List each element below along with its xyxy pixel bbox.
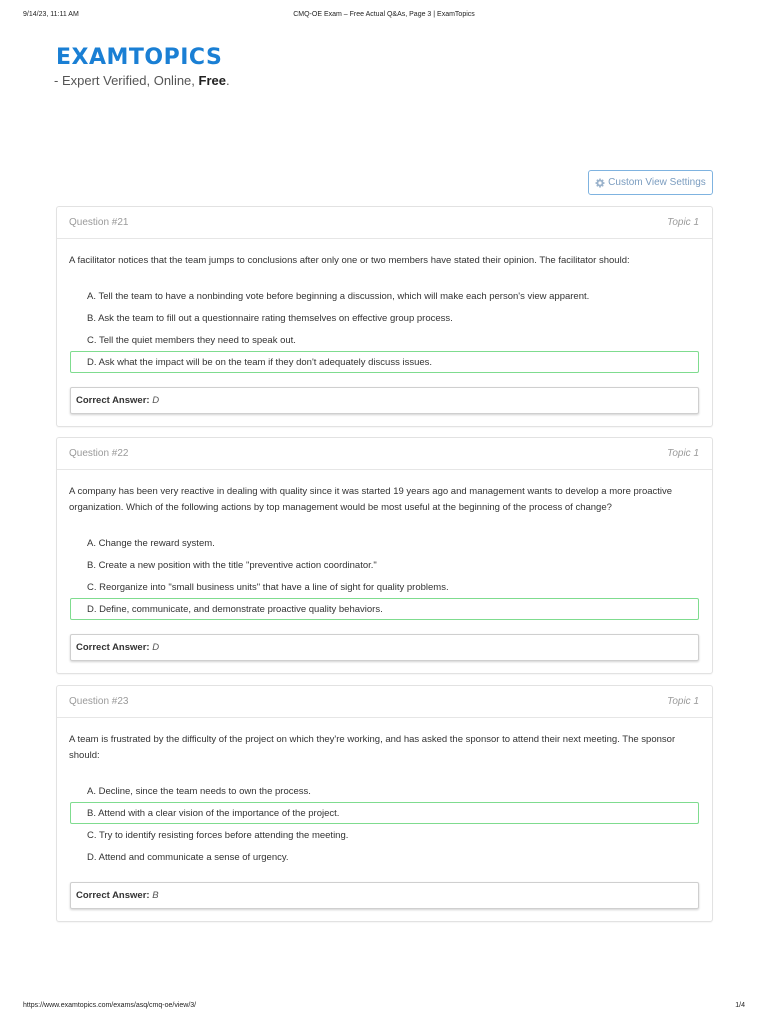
question-header: [57, 207, 712, 239]
tagline-suffix: .: [225, 73, 230, 88]
answer-choice-correct[interactable]: D. Ask what the impact will be on the team if they don't adequately discuss issues.: [70, 351, 699, 373]
answer-choice[interactable]: A. Tell the team to have a nonbinding vote before beginning a discussion, which will make each person's view apparent.: [87, 291, 590, 302]
correct-answer-label: Correct Answer:: [76, 395, 150, 406]
question-header: [57, 438, 712, 470]
print-date: 9/14/23, 11:11 AM: [23, 11, 79, 18]
print-page-number: 1/4: [735, 1002, 745, 1009]
question-number: Question #22: [69, 448, 129, 459]
answer-choice[interactable]: C. Tell the quiet members they need to speak out.: [87, 335, 296, 346]
tagline-bold: Free: [198, 73, 226, 88]
question-card: [56, 206, 713, 427]
question-text: A company has been very reactive in dealing with quality since it was started 19 years ago and management wants to develop a more proactive organization. Which of the following actions by top management would be most useful at the beginning of the process of change?: [69, 486, 673, 513]
correct-answer-box: [70, 882, 699, 909]
correct-answer-value: D: [152, 395, 160, 406]
question-topic: Topic 1: [667, 217, 699, 228]
question-number: Question #21: [69, 217, 129, 228]
custom-view-settings-label: Custom View Settings: [608, 177, 706, 188]
question-card: [56, 437, 713, 674]
question-topic: Topic 1: [667, 696, 699, 707]
answer-choice[interactable]: C. Try to identify resisting forces before attending the meeting.: [87, 830, 349, 841]
tagline-prefix: - Expert Verified, Online,: [54, 73, 199, 88]
question-number: Question #23: [69, 696, 129, 707]
gear-icon: [595, 178, 605, 188]
print-header: [23, 11, 745, 23]
correct-answer-label: Correct Answer:: [76, 890, 150, 901]
print-footer: [23, 1002, 745, 1014]
custom-view-settings-button[interactable]: [588, 170, 713, 195]
answer-choice[interactable]: A. Decline, since the team needs to own the process.: [87, 786, 311, 797]
answer-choice[interactable]: B. Ask the team to fill out a questionnaire rating themselves on effective group process.: [87, 313, 453, 324]
correct-answer-value: B: [152, 890, 159, 901]
question-text: A team is frustrated by the difficulty of the project on which they're working, and has asked the sponsor to attend their next meeting. The sponsor should:: [69, 734, 676, 761]
correct-answer-label: Correct Answer:: [76, 642, 150, 653]
correct-answer-value: D: [152, 642, 160, 653]
question-topic: Topic 1: [667, 448, 699, 459]
print-url: https://www.examtopics.com/exams/asq/cmq-oe/view/3/: [23, 1002, 197, 1009]
answer-choice[interactable]: B. Create a new position with the title "preventive action coordinator.": [87, 560, 377, 571]
print-title: CMQ-OE Exam – Free Actual Q&As, Page 3 | ExamTopics: [293, 11, 475, 18]
answer-choice[interactable]: C. Reorganize into "small business units" that have a line of sight for quality problems.: [87, 582, 449, 593]
question-header: [57, 686, 712, 718]
answer-choice[interactable]: D. Attend and communicate a sense of urgency.: [87, 852, 289, 863]
correct-answer-box: [70, 634, 699, 661]
tagline: [54, 73, 230, 88]
correct-answer-box: [70, 387, 699, 414]
question-card: [56, 685, 713, 922]
question-text: A facilitator notices that the team jumps to conclusions after only one or two members have stated their opinion. The facilitator should:: [69, 255, 630, 266]
answer-choice-correct[interactable]: D. Define, communicate, and demonstrate proactive quality behaviors.: [70, 598, 699, 620]
answer-choice-correct[interactable]: B. Attend with a clear vision of the importance of the project.: [70, 802, 699, 824]
examtopics-logo[interactable]: EXAMTOPICS: [56, 45, 223, 70]
answer-choice[interactable]: A. Change the reward system.: [87, 538, 215, 549]
